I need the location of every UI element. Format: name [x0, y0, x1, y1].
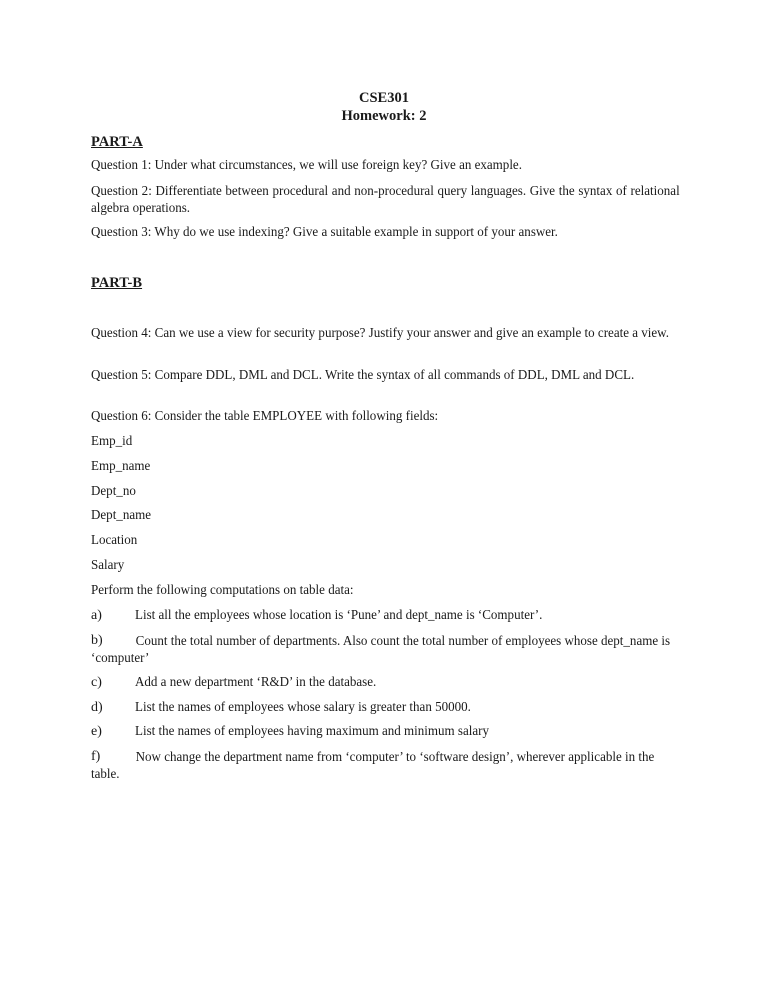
- item-a-letter: a): [91, 608, 102, 623]
- item-b-text: Count the total number of departments. Also count the total number of employees whose dept_name is ‘computer’: [91, 634, 671, 666]
- field-emp-id: Emp_id: [91, 434, 133, 449]
- course-code: CSE301: [359, 90, 409, 106]
- item-a-text: List all the employees whose location is ‘Pune’ and dept_name is ‘Computer’.: [135, 608, 543, 623]
- question-1: Question 1: Under what circumstances, we will use foreign key? Give an example.: [91, 158, 522, 173]
- item-e-text: List the names of employees having maximum and minimum salary: [135, 724, 490, 739]
- field-dept-name: Dept_name: [91, 508, 152, 523]
- question-6: Question 6: Consider the table EMPLOYEE with following fields:: [91, 409, 439, 424]
- homework-title: Homework: 2: [341, 108, 427, 124]
- question-3: Question 3: Why do we use indexing? Give a suitable example in support of your answer.: [91, 225, 558, 240]
- item-f-text: Now change the department name from ‘computer’ to ‘software design’, wherever applicable in the table.: [91, 750, 655, 782]
- question-4: Question 4: Can we use a view for security purpose? Justify your answer and give an example to create a view.: [91, 326, 670, 341]
- field-salary: Salary: [91, 558, 125, 573]
- item-c-text: Add a new department ‘R&D’ in the database.: [135, 675, 377, 690]
- field-emp-name: Emp_name: [91, 459, 151, 474]
- item-d-text: List the names of employees whose salary is greater than 50000.: [135, 700, 471, 715]
- instruction-text: Perform the following computations on table data:: [91, 583, 354, 598]
- question-5: Question 5: Compare DDL, DML and DCL. Write the syntax of all commands of DDL, DML and DCL.: [91, 368, 635, 383]
- part-b-heading: PART-B: [91, 275, 143, 291]
- field-dept-no: Dept_no: [91, 484, 136, 499]
- item-e-letter: e): [91, 724, 102, 739]
- item-d-letter: d): [91, 700, 103, 715]
- part-a-heading: PART-A: [91, 134, 143, 150]
- item-f-text-line: [91, 749, 658, 783]
- field-location: Location: [91, 533, 138, 548]
- question-2: Question 2: Differentiate between procedural and non-procedural query languages. Give the syntax of relational algebra operations.: [91, 184, 680, 216]
- item-f-letter: f): [91, 749, 101, 764]
- item-b-letter: b): [91, 633, 103, 648]
- item-c-letter: c): [91, 675, 102, 690]
- item-b-text-line: [91, 633, 680, 667]
